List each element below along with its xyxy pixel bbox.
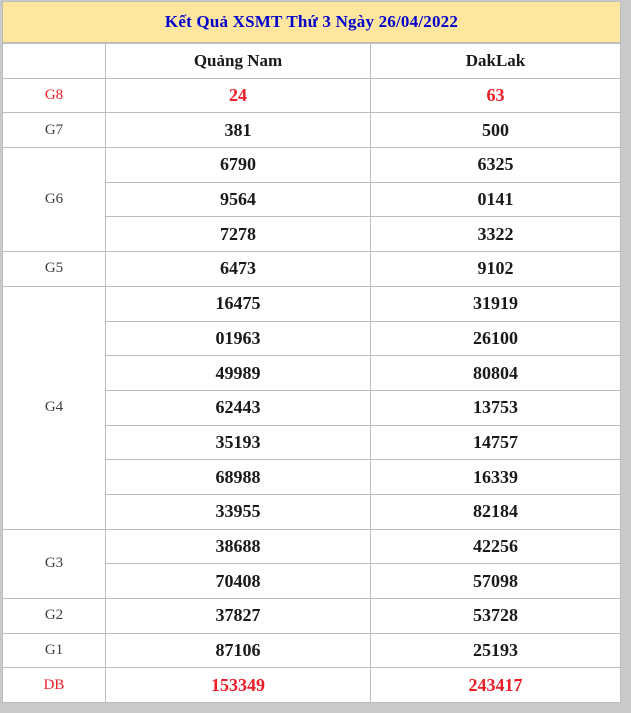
result-cell: 153349 (106, 668, 371, 703)
result-cell: 57098 (371, 564, 621, 599)
result-cell: 0141 (371, 182, 621, 217)
result-cell: 7278 (106, 217, 371, 252)
results-title-bar (2, 1, 621, 43)
result-cell: 14757 (371, 425, 621, 460)
results-table (2, 43, 621, 703)
result-cell: 42256 (371, 529, 621, 564)
lottery-results-widget (2, 1, 621, 703)
result-cell: 24 (106, 78, 371, 113)
header-row (3, 44, 621, 79)
result-cell: 31919 (371, 286, 621, 321)
result-cell: 53728 (371, 599, 621, 634)
result-cell: 63 (371, 78, 621, 113)
result-cell: 16339 (371, 460, 621, 495)
result-cell: 6325 (371, 148, 621, 183)
result-cell: 243417 (371, 668, 621, 703)
result-cell: 70408 (106, 564, 371, 599)
result-cell: 500 (371, 113, 621, 148)
table-row (3, 668, 621, 703)
prize-label: G2 (3, 599, 106, 634)
table-row (3, 252, 621, 287)
page-title: Kết Quả XSMT Thứ 3 Ngày 26/04/2022 (164, 12, 459, 31)
result-cell: 33955 (106, 494, 371, 529)
prize-label: G3 (3, 529, 106, 598)
result-cell: 13753 (371, 390, 621, 425)
table-row (3, 529, 621, 564)
result-cell: 49989 (106, 356, 371, 391)
prize-label: DB (3, 668, 106, 703)
table-row (3, 78, 621, 113)
table-row (3, 148, 621, 183)
result-cell: 9102 (371, 252, 621, 287)
result-cell: 16475 (106, 286, 371, 321)
result-cell: 68988 (106, 460, 371, 495)
result-cell: 38688 (106, 529, 371, 564)
header-cell-empty (3, 44, 106, 79)
result-cell: 01963 (106, 321, 371, 356)
result-cell: 6790 (106, 148, 371, 183)
table-row (3, 286, 621, 321)
result-cell: 381 (106, 113, 371, 148)
result-cell: 37827 (106, 599, 371, 634)
result-cell: 25193 (371, 633, 621, 668)
prize-label: G1 (3, 633, 106, 668)
prize-label: G5 (3, 252, 106, 287)
result-cell: 3322 (371, 217, 621, 252)
table-row (3, 633, 621, 668)
table-row (3, 599, 621, 634)
prize-label: G8 (3, 78, 106, 113)
table-row (3, 113, 621, 148)
prize-label: G7 (3, 113, 106, 148)
result-cell: 35193 (106, 425, 371, 460)
result-cell: 26100 (371, 321, 621, 356)
header-cell-quang-nam: Quảng Nam (106, 44, 371, 79)
result-cell: 87106 (106, 633, 371, 668)
result-cell: 62443 (106, 390, 371, 425)
result-cell: 6473 (106, 252, 371, 287)
prize-label: G4 (3, 286, 106, 529)
result-cell: 9564 (106, 182, 371, 217)
result-cell: 82184 (371, 494, 621, 529)
prize-label: G6 (3, 148, 106, 252)
header-cell-daklak: DakLak (371, 44, 621, 79)
result-cell: 80804 (371, 356, 621, 391)
